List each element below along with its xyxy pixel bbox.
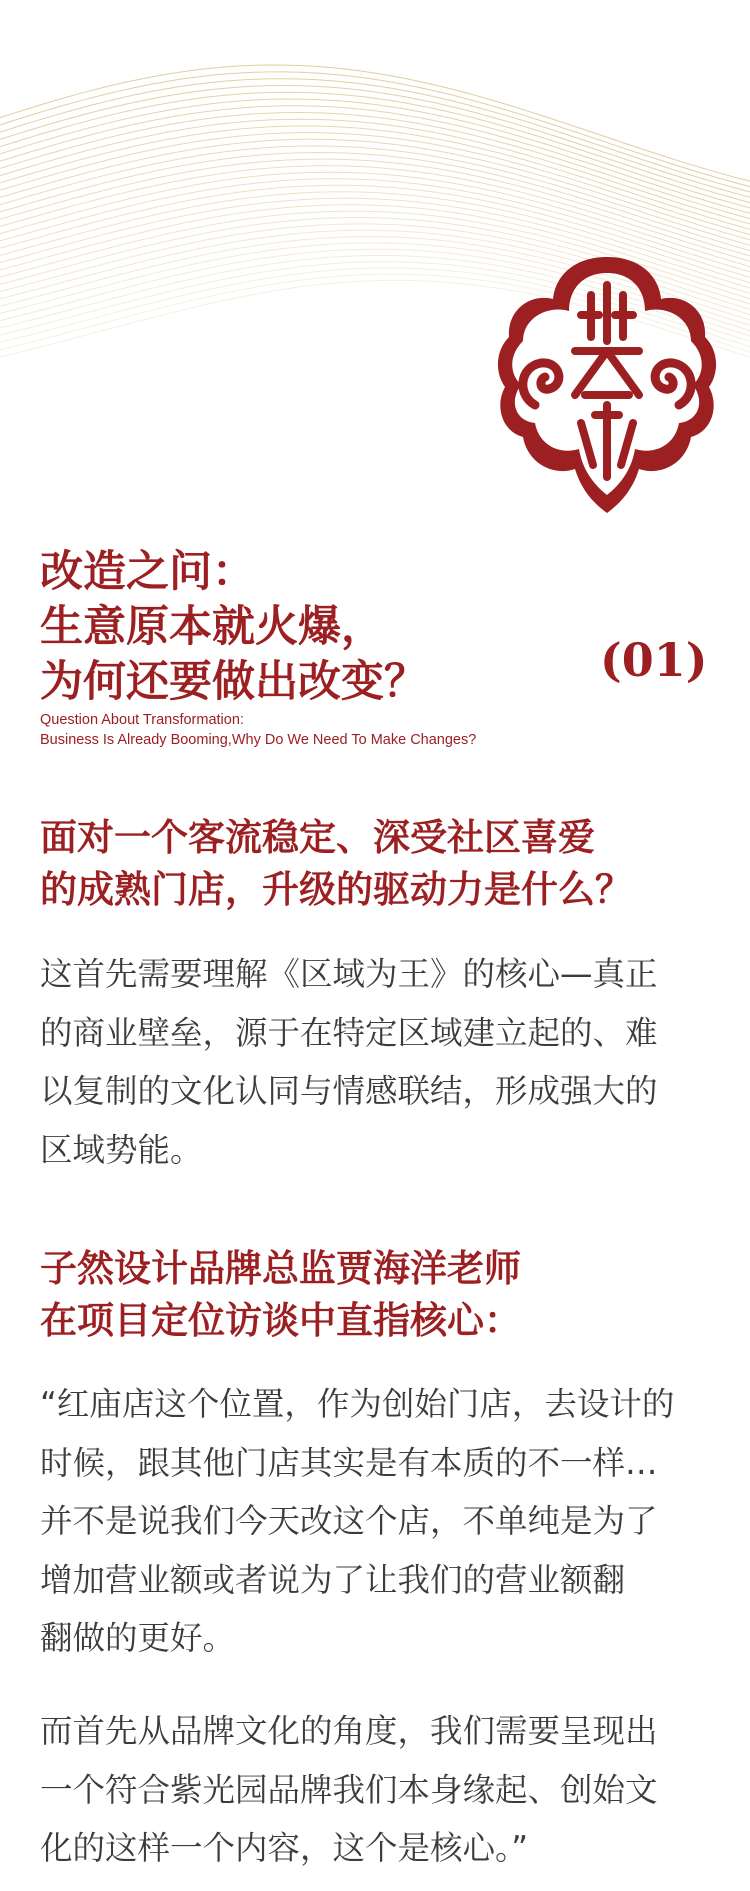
quote-paragraph-1 — [40, 1375, 720, 1668]
wave-line — [0, 119, 750, 224]
quote1-line-5: 翻做的更好。 — [40, 1619, 236, 1657]
title-line-3: 为何还要做出改变？ — [40, 657, 427, 707]
quote2-line-3: 化的这样一个内容，这个是核心。” — [40, 1829, 529, 1867]
cloud-seal-logo-icon — [495, 255, 720, 520]
title-line-1: 改造之问： — [40, 547, 255, 597]
section1-paragraph-line-3: 以复制的文化认同与情感联结，形成强大的 — [40, 1072, 658, 1110]
quote1-line-3: 并不是说我们今天改这个店，不单纯是为了 — [40, 1502, 658, 1540]
english-subtitle-line-2: Business Is Already Booming,Why Do We Need To Make Changes? — [40, 732, 477, 748]
section1-paragraph-line-2: 的商业壁垒，源于在特定区域建立起的、难 — [40, 1013, 658, 1052]
quote1-line-1: “红庙店这个位置，作为创始门店，去设计的 — [40, 1385, 675, 1423]
section1-paragraph-line-4: 区域势能。 — [40, 1130, 203, 1169]
section1-paragraph-line-1: 这首先需要理解《区域为王》的核心—真正 — [40, 955, 658, 993]
section2-heading — [40, 1243, 521, 1347]
wave-line — [0, 79, 750, 192]
section1-heading-line-2: 的成熟门店，升级的驱动力是什么？ — [40, 868, 632, 911]
english-subtitle — [40, 710, 476, 750]
section2-heading-line-2: 在项目定位访谈中直指核心： — [40, 1299, 521, 1342]
quote1-line-2: 时候，跟其他门店其实是有本质的不一样… — [40, 1443, 658, 1482]
title-line-2: 生意原本就火爆， — [40, 602, 384, 652]
english-subtitle-line-1: Question About Transformation: — [40, 712, 244, 728]
quote2-line-1: 而首先从品牌文化的角度，我们需要呈现出 — [40, 1712, 658, 1750]
title-block — [40, 545, 427, 710]
quote2-line-2: 一个符合紫光园品牌我们本身缘起、创始文 — [40, 1770, 658, 1809]
quote-paragraph-2 — [40, 1702, 720, 1878]
quote1-line-4: 增加营业额或者说为了让我们的营业额翻 — [40, 1560, 626, 1599]
section1-paragraph — [40, 945, 720, 1179]
section2-heading-line-1: 子然设计品牌总监贾海洋老师 — [40, 1247, 521, 1290]
wave-line — [0, 126, 750, 229]
section1-heading — [40, 812, 632, 916]
section-number: (01) — [600, 633, 708, 687]
section1-heading-line-1: 面对一个客流稳定、深受社区喜爱 — [40, 816, 595, 859]
wave-line — [0, 99, 750, 208]
